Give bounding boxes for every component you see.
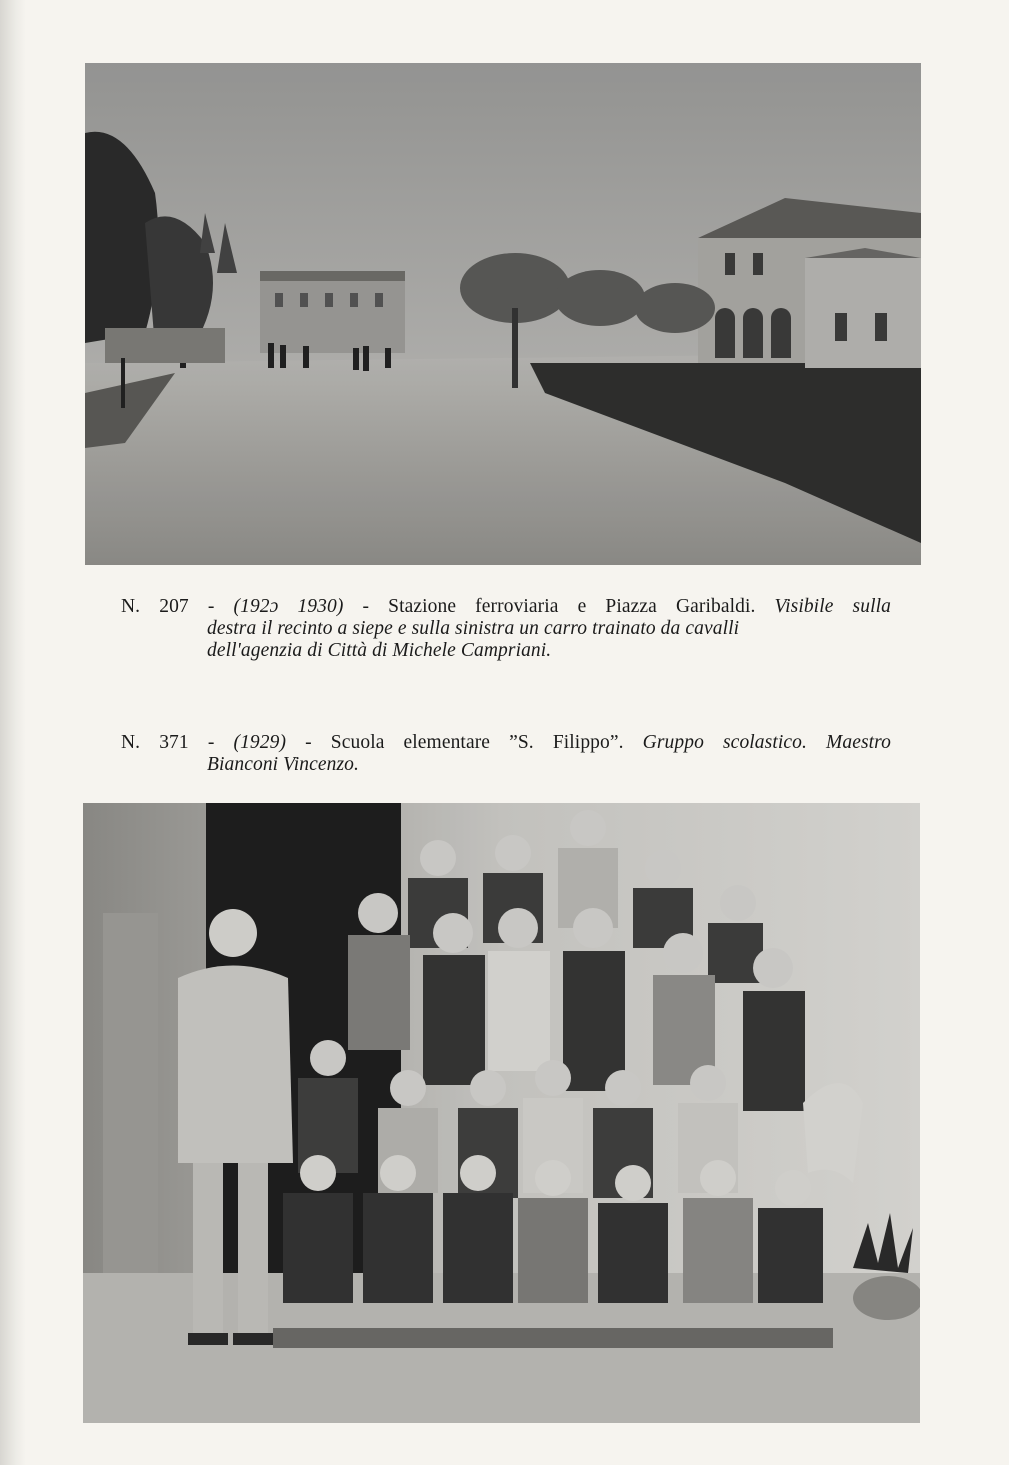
caption-207 <box>121 596 891 662</box>
caption-207-desc-a: Visibile sulla <box>774 596 891 617</box>
caption-371 <box>121 732 891 776</box>
caption-207-line1 <box>121 596 891 618</box>
caption-207-desc-b: destra il recinto a siepe e sulla sinistra un carro trainato da cavalli <box>207 618 740 639</box>
caption-207-title: Stazione ferroviaria e Piazza Garibaldi. <box>388 596 756 617</box>
caption-207-desc-c: dell'agenzia di Città di Michele Campriani. <box>207 640 552 661</box>
page-edge-shadow <box>0 0 26 1465</box>
photo-railway-station <box>85 63 921 565</box>
caption-371-dash: - <box>207 732 215 753</box>
caption-207-dash2: - <box>362 596 370 617</box>
station-photo-drawing <box>85 63 921 565</box>
caption-371-date: (1929) <box>233 732 287 753</box>
photo-school-group <box>83 803 920 1423</box>
caption-207-number: N. 207 <box>121 596 189 617</box>
caption-371-number: N. 371 <box>121 732 189 753</box>
caption-371-desc-a: Gruppo scolastico. Maestro <box>642 732 891 753</box>
caption-371-title: Scuola elementare ”S. Filippo”. <box>330 732 624 753</box>
class-photo-drawing <box>83 803 920 1423</box>
caption-207-dash: - <box>207 596 215 617</box>
caption-371-line1 <box>121 732 891 754</box>
caption-371-dash2: - <box>305 732 312 753</box>
caption-371-desc-b: Bianconi Vincenzo. <box>207 754 359 775</box>
caption-207-date: (192ɔ 1930) <box>233 596 344 617</box>
